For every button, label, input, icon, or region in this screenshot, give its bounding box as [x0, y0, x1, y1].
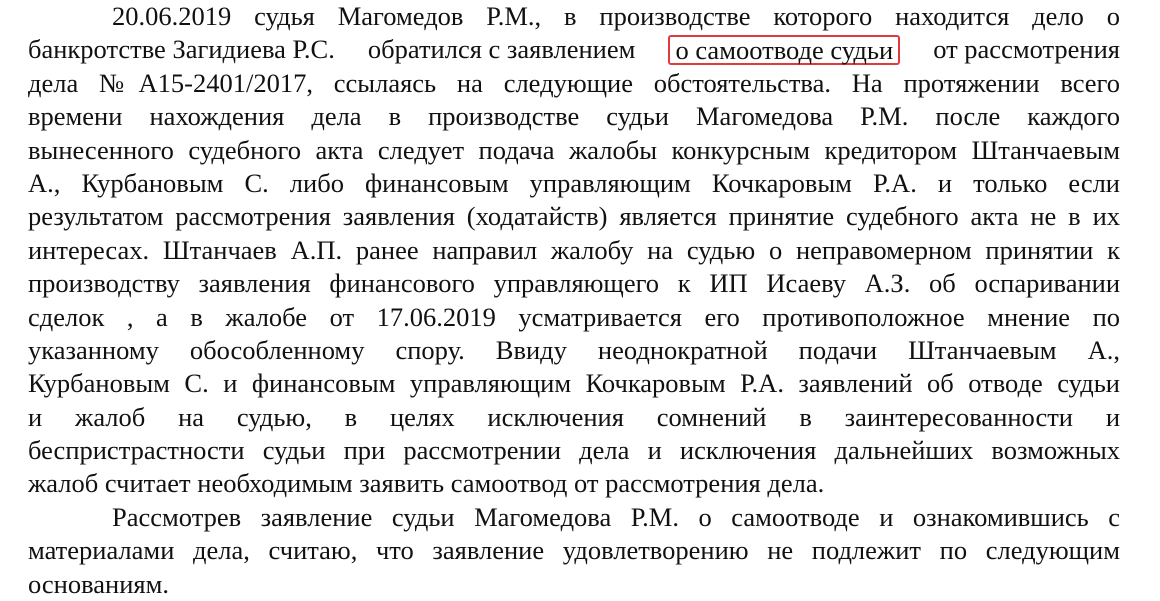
text-line: вынесенного судебного акта следует подача жалобы конкурсным кредитором Штанчаевым	[28, 134, 1120, 165]
text-line: А., Курбановым С. либо финансовым управляющим Кочкаровым Р.А. и только если	[28, 167, 1120, 198]
text-line: основаниям.	[28, 568, 169, 599]
text-line: Курбановым С. и финансовым управляющим Кочкаровым Р.А. заявлений об отводе судьи	[28, 368, 1120, 399]
text-line: беспристрастности судьи при рассмотрении дела и исключения дальнейших возможных	[28, 435, 1120, 466]
text-line: и жалоб на судью, в целях исключения сомнений в заинтересованности и	[28, 401, 1120, 432]
text-line: результатом рассмотрения заявления (ходатайств) является принятие судебного акта не в их	[28, 201, 1120, 232]
paragraph-2	[28, 501, 1120, 601]
text-line: производству заявления финансового управляющего к ИП Исаеву А.З. об оспаривании	[28, 268, 1120, 299]
text-fragment: банкротстве Загидиева Р.С.	[28, 34, 335, 65]
document-page	[28, 0, 1120, 601]
text-line: материалами дела, считаю, что заявление удовлетворению не подлежит по следующим	[28, 535, 1120, 566]
text-line: Рассмотрев заявление судьи Магомедова Р.М. о самоотводе и ознакомившись с	[112, 501, 1120, 532]
paragraph-1	[28, 0, 1120, 501]
text-line: времени нахождения дела в производстве судьи Магомедова Р.М. после каждого	[28, 101, 1120, 132]
text-line: сделок , а в жалобе от 17.06.2019 усматривается его противоположное мнение по	[28, 301, 1120, 332]
text-line: 20.06.2019 судья Магомедов Р.М., в производстве которого находится дело о	[112, 1, 1120, 31]
text-line: дела №А15-2401/2017, ссылаясь на следующие обстоятельства. На протяжении всего	[28, 67, 1120, 98]
text-line: интересах. Штанчаев А.П. ранее направил жалобу на судью о неправомерном принятии к	[28, 234, 1120, 265]
text-line-with-highlight	[28, 33, 1120, 66]
text-fragment: обратился с заявлением	[367, 34, 636, 65]
text-line: жалоб считает необходимым заявить самоотвод от рассмотрения дела.	[28, 468, 825, 499]
text-fragment: от рассмотрения	[933, 34, 1120, 65]
highlighted-phrase: о самоотводе судьи	[668, 35, 900, 65]
text-line: указанному обособленному спору. Ввиду неоднократной подачи Штанчаевым А.,	[28, 334, 1120, 365]
